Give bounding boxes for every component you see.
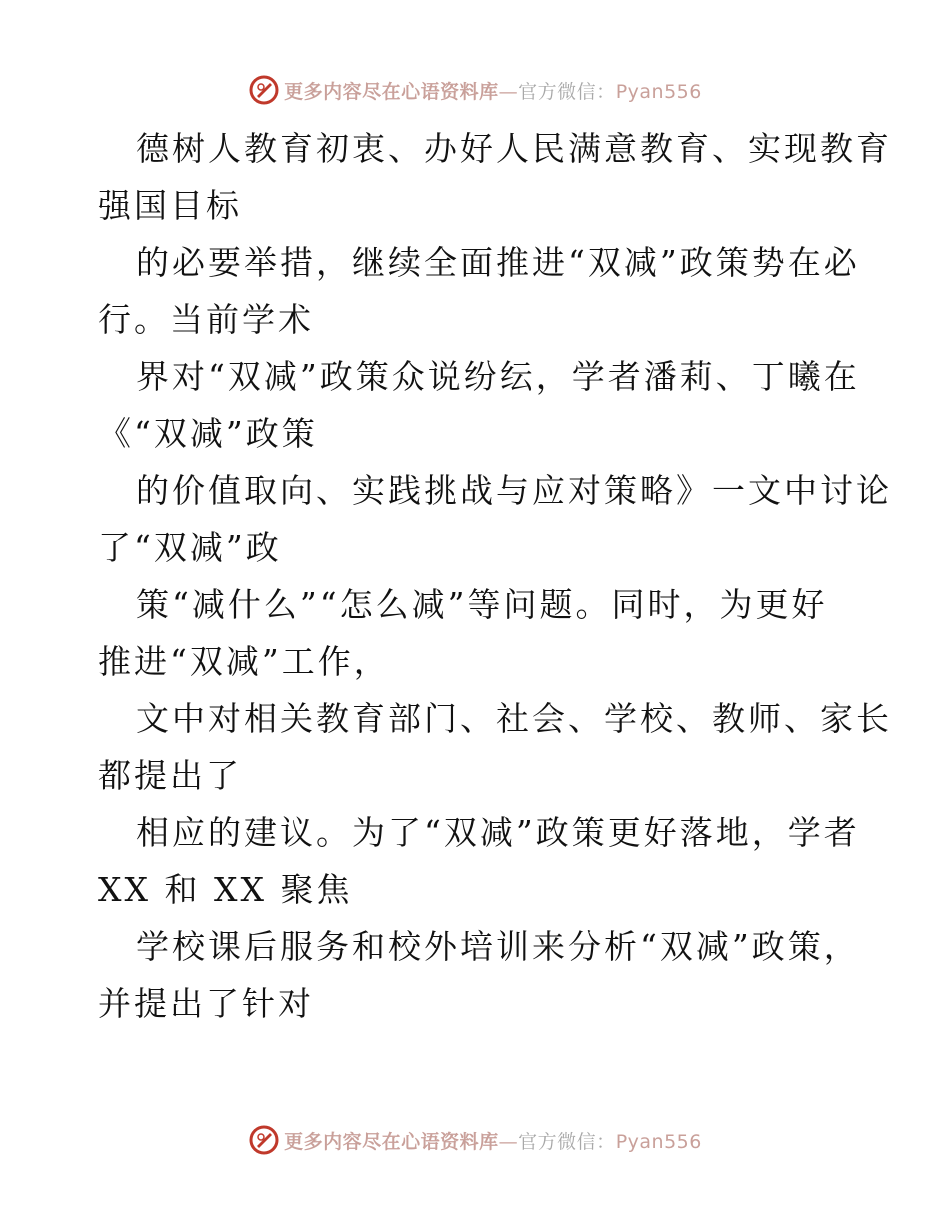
- paragraph-line: 德树人教育初衷、办好人民满意教育、实现教育: [136, 129, 892, 168]
- document-body: [98, 120, 892, 1032]
- paragraph-line: 强国目标: [98, 186, 242, 225]
- footer-brand: 更多内容尽在心语资料库: [284, 1130, 499, 1153]
- brand-logo-icon: [248, 1124, 280, 1156]
- header-banner: [0, 70, 950, 110]
- paragraph-line: 学校课后服务和校外培训来分析“双减”政策，: [136, 927, 860, 966]
- footer-wechat-id: Pyan556: [615, 1130, 702, 1153]
- header-wechat-label: 官方微信：: [518, 80, 616, 103]
- header-brand: 更多内容尽在心语资料库: [284, 80, 499, 103]
- brand-logo-icon: [248, 74, 280, 106]
- paragraph-line: XX 和 XX 聚焦: [98, 870, 353, 909]
- paragraph-line: 行。当前学术: [98, 300, 314, 339]
- paragraph: [98, 576, 858, 690]
- paragraph: [98, 348, 858, 462]
- footer-separator: —: [498, 1130, 519, 1153]
- paragraph: [98, 234, 858, 348]
- paragraph: [98, 120, 892, 234]
- paragraph-line: 的必要举措，继续全面推进“双减”政策势在必: [136, 243, 860, 282]
- paragraph-line: 相应的建议。为了“双减”政策更好落地，学者: [136, 813, 860, 852]
- paragraph-line: 文中对相关教育部门、社会、学校、教师、家长: [136, 699, 892, 738]
- paragraph: [98, 462, 892, 576]
- paragraph-line: 都提出了: [98, 756, 242, 795]
- paragraph-line: 推进“双减”工作，: [98, 642, 390, 681]
- paragraph: [98, 804, 858, 918]
- paragraph-line: 了“双减”政: [98, 528, 282, 567]
- header-text: [284, 77, 702, 104]
- paragraph: [98, 690, 892, 804]
- header-separator: —: [498, 80, 519, 103]
- paragraph-line: 策“减什么”“怎么减”等问题。同时，为更好: [136, 585, 828, 624]
- paragraph-line: 的价值取向、实践挑战与应对策略》一文中讨论: [136, 471, 892, 510]
- paragraph-line: 并提出了针对: [98, 984, 314, 1023]
- header-wechat-id: Pyan556: [615, 80, 702, 103]
- paragraph-line: 界对“双减”政策众说纷纭，学者潘莉、丁曦在: [136, 357, 860, 396]
- footer-banner: [0, 1120, 950, 1160]
- paragraph-line: 《“双减”政策: [98, 414, 318, 453]
- footer-wechat-label: 官方微信：: [518, 1130, 616, 1153]
- footer-text: [284, 1127, 702, 1154]
- paragraph: [98, 918, 858, 1032]
